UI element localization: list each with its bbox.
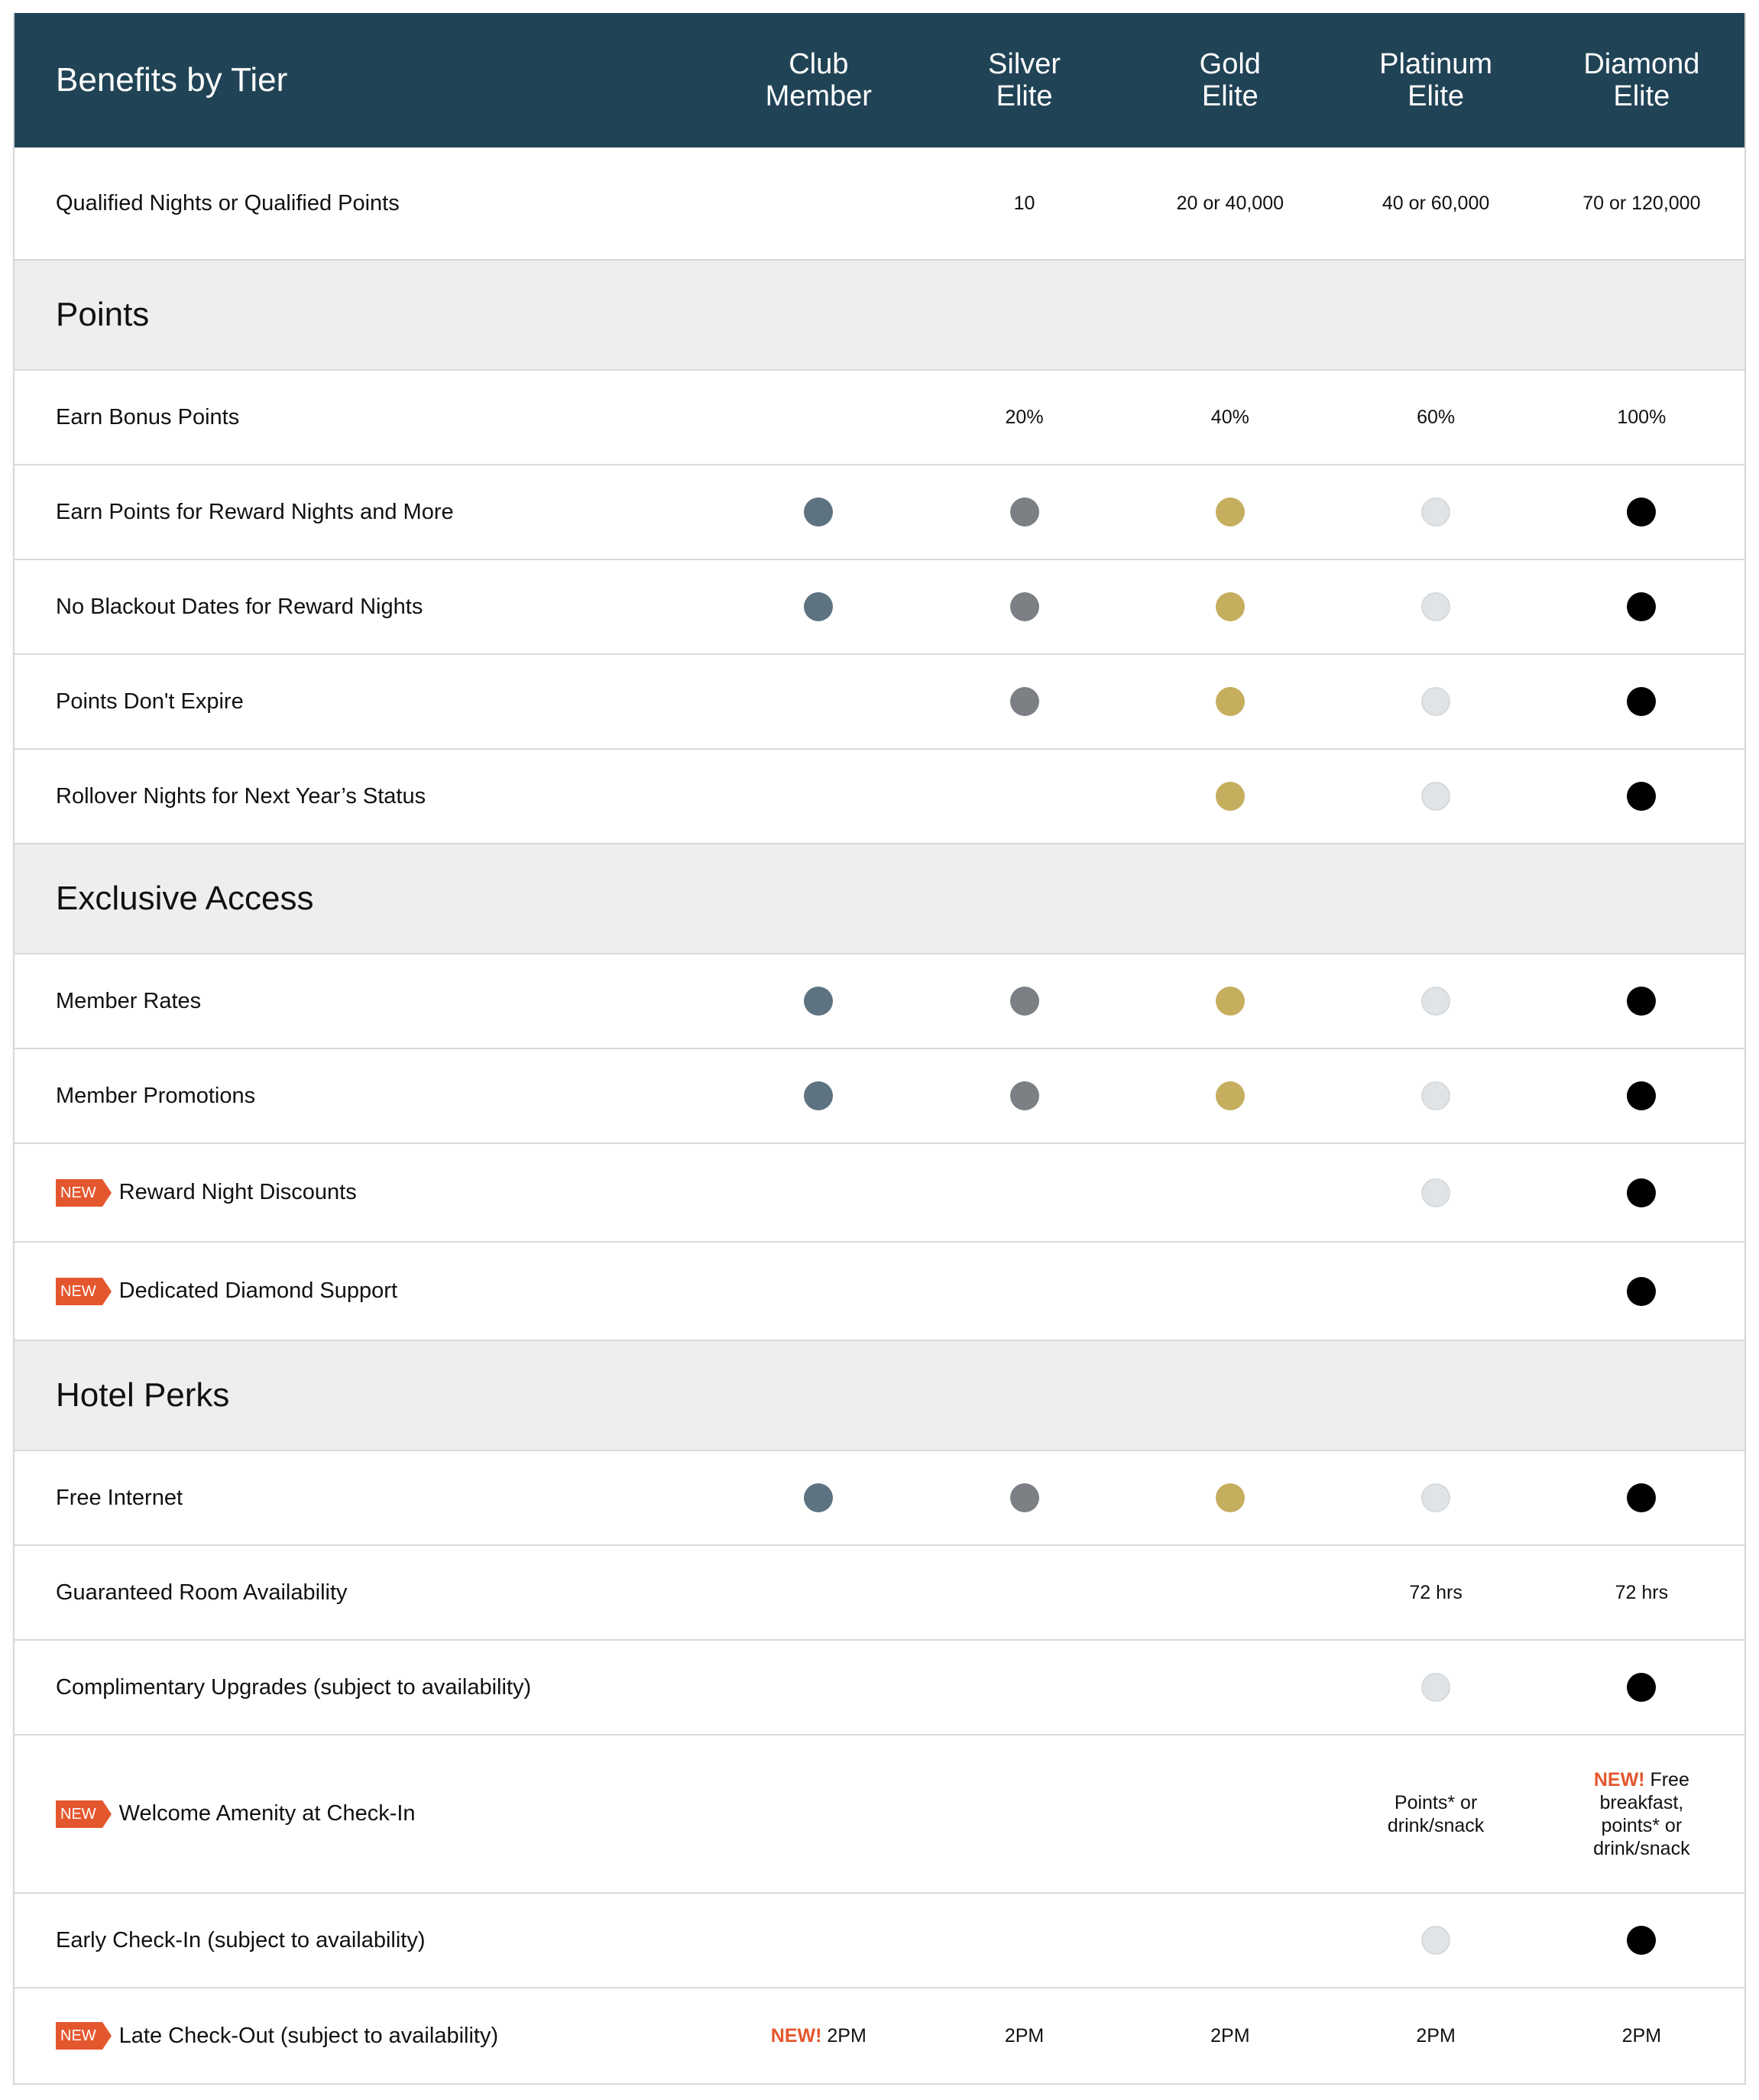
- cell-platinum: [1333, 1483, 1538, 1512]
- gold-elite-dot-icon: [1216, 497, 1245, 527]
- diamond-elite-dot-icon: [1627, 1483, 1656, 1512]
- cell-platinum: [1333, 1791, 1538, 1837]
- row-reward-night-discounts: [15, 1142, 1744, 1241]
- tier-gold-elite: [1127, 48, 1333, 112]
- gold-elite-dot-icon: [1216, 592, 1245, 621]
- diamond-elite-dot-icon: [1627, 1926, 1656, 1955]
- welcome-diamond-line: [1594, 1768, 1689, 1791]
- new-inline-label: NEW!: [1593, 1768, 1645, 1791]
- diamond-elite-dot-icon: [1627, 987, 1656, 1016]
- row-label: Earn Bonus Points: [56, 404, 240, 429]
- row-label: Qualified Nights or Qualified Points: [56, 190, 400, 216]
- table-title: Benefits by Tier: [56, 61, 288, 99]
- row-qualified-nights: [15, 147, 1744, 259]
- row-late-check-out: [15, 1987, 1744, 2085]
- club-member-dot-icon: [804, 1483, 833, 1512]
- cell-gold: [1127, 1483, 1333, 1512]
- row-label: Points Don't Expire: [56, 689, 244, 714]
- cell-gold: [1127, 592, 1333, 621]
- tier-line: Elite: [996, 80, 1053, 112]
- row-no-blackout-dates: [15, 559, 1744, 653]
- diamond-elite-dot-icon: [1627, 592, 1656, 621]
- new-tag-badge: NEW: [56, 1179, 102, 1207]
- cell-diamond: [1539, 497, 1744, 527]
- cell-platinum: 2PM: [1416, 2025, 1456, 2047]
- cell-club: [716, 987, 922, 1016]
- cell-diamond: 72 hrs: [1615, 1582, 1669, 1603]
- section-exclusive-access: Exclusive Access: [15, 843, 1744, 953]
- benefits-table: [13, 13, 1746, 2085]
- tier-line: Platinum: [1379, 48, 1492, 80]
- diamond-elite-dot-icon: [1627, 687, 1656, 716]
- cell-platinum: [1333, 987, 1538, 1016]
- tier-diamond-elite: [1539, 48, 1744, 112]
- tier-line: Elite: [1613, 80, 1670, 112]
- row-label: Free Internet: [56, 1485, 183, 1510]
- tier-line: Silver: [988, 48, 1061, 80]
- cell-diamond: [1539, 1926, 1744, 1955]
- cell-gold: [1127, 782, 1333, 811]
- cell-diamond: [1539, 1483, 1744, 1512]
- club-member-dot-icon: [804, 497, 833, 527]
- cell-gold: [1127, 987, 1333, 1016]
- tier-platinum-elite: [1333, 48, 1538, 112]
- cell-diamond: [1539, 1081, 1744, 1110]
- cell-platinum: [1333, 1673, 1538, 1702]
- silver-elite-dot-icon: [1010, 687, 1039, 716]
- cell-platinum: [1333, 1926, 1538, 1955]
- row-free-internet: [15, 1450, 1744, 1544]
- cell-diamond: 2PM: [1621, 2025, 1662, 2047]
- cell-platinum: [1333, 782, 1538, 811]
- platinum-elite-dot-icon: [1421, 1483, 1450, 1512]
- diamond-elite-dot-icon: [1627, 1178, 1656, 1207]
- late-checkout-club-value: 2PM: [827, 2025, 867, 2047]
- cell-gold: [1127, 1081, 1333, 1110]
- tier-club-member: [716, 48, 922, 112]
- welcome-diamond-line: drink/snack: [1593, 1837, 1690, 1859]
- cell-club: [716, 2024, 922, 2047]
- row-label: Early Check-In (subject to availability): [56, 1927, 426, 1953]
- cell-club: [716, 1081, 922, 1110]
- row-points-dont-expire: [15, 653, 1744, 748]
- row-label-text: Dedicated Diamond Support: [118, 1278, 397, 1303]
- diamond-elite-dot-icon: [1627, 1081, 1656, 1110]
- row-label: Rollover Nights for Next Year’s Status: [56, 783, 426, 809]
- cell-diamond: [1539, 1768, 1744, 1860]
- diamond-elite-dot-icon: [1627, 782, 1656, 811]
- cell-diamond: 100%: [1617, 407, 1667, 428]
- cell-diamond: [1539, 782, 1744, 811]
- platinum-elite-dot-icon: [1421, 1673, 1450, 1702]
- tier-line: Diamond: [1583, 48, 1700, 80]
- gold-elite-dot-icon: [1216, 782, 1245, 811]
- cell-diamond: [1539, 687, 1744, 716]
- tier-line: Elite: [1201, 80, 1259, 112]
- cell-diamond: [1539, 1277, 1744, 1306]
- row-label: [15, 1800, 716, 1828]
- silver-elite-dot-icon: [1010, 1081, 1039, 1110]
- new-inline-label: NEW!: [770, 2025, 822, 2047]
- club-member-dot-icon: [804, 987, 833, 1016]
- new-tag-badge: NEW: [56, 1800, 102, 1828]
- row-label-text: Late Check-Out (subject to availability): [118, 2023, 499, 2048]
- silver-elite-dot-icon: [1010, 987, 1039, 1016]
- cell-silver: [922, 1081, 1127, 1110]
- row-dedicated-diamond-support: [15, 1241, 1744, 1340]
- tier-line: Club: [789, 48, 849, 80]
- cell-gold: 40%: [1210, 407, 1249, 428]
- row-label-text: Reward Night Discounts: [118, 1180, 357, 1204]
- welcome-diamond-text: Free: [1650, 1768, 1689, 1791]
- cell-silver: [922, 987, 1127, 1016]
- gold-elite-dot-icon: [1216, 687, 1245, 716]
- gold-elite-dot-icon: [1216, 1081, 1245, 1110]
- cell-silver: 20%: [1005, 407, 1044, 428]
- row-rollover-nights: [15, 748, 1744, 843]
- platinum-elite-dot-icon: [1421, 1178, 1450, 1207]
- cell-club: [716, 592, 922, 621]
- cell-platinum: [1333, 497, 1538, 527]
- platinum-elite-dot-icon: [1421, 1081, 1450, 1110]
- gold-elite-dot-icon: [1216, 987, 1245, 1016]
- platinum-elite-dot-icon: [1421, 987, 1450, 1016]
- diamond-elite-dot-icon: [1627, 1673, 1656, 1702]
- cell-diamond: [1539, 192, 1744, 215]
- tier-line: Elite: [1408, 80, 1465, 112]
- platinum-elite-dot-icon: [1421, 592, 1450, 621]
- diamond-elite-dot-icon: [1627, 1277, 1656, 1306]
- cell-diamond: [1539, 987, 1744, 1016]
- row-label: Earn Points for Reward Nights and More: [56, 499, 454, 524]
- tier-silver-elite: [922, 48, 1127, 112]
- silver-elite-dot-icon: [1010, 592, 1039, 621]
- row-welcome-amenity: [15, 1734, 1744, 1892]
- cell-diamond: [1539, 1178, 1744, 1207]
- platinum-elite-dot-icon: [1421, 497, 1450, 527]
- tier-line: Member: [765, 80, 872, 112]
- row-early-check-in: [15, 1892, 1744, 1987]
- row-label: [15, 1179, 716, 1207]
- cell-platinum: 72 hrs: [1409, 1582, 1463, 1603]
- cell-silver: [922, 687, 1127, 716]
- cell-club: [716, 1483, 922, 1512]
- row-member-rates: [15, 953, 1744, 1048]
- platinum-elite-dot-icon: [1421, 1926, 1450, 1955]
- cell-platinum: 60%: [1417, 407, 1456, 428]
- welcome-platinum-line: Points* or: [1394, 1791, 1478, 1813]
- row-label: Member Promotions: [56, 1083, 256, 1108]
- section-points: Points: [15, 259, 1744, 369]
- cell-gold: [1127, 497, 1333, 527]
- row-label: Complimentary Upgrades (subject to availability): [56, 1674, 532, 1700]
- new-tag-badge: NEW: [56, 1278, 102, 1305]
- cell-gold: [1127, 687, 1333, 716]
- row-guaranteed-room-availability: [15, 1544, 1744, 1639]
- row-label: Member Rates: [56, 988, 202, 1013]
- row-earn-bonus-points: [15, 369, 1744, 464]
- cell-platinum: [1333, 1081, 1538, 1110]
- row-earn-points-reward-nights: [15, 464, 1744, 559]
- platinum-elite-dot-icon: [1421, 687, 1450, 716]
- section-hotel-perks: Hotel Perks: [15, 1340, 1744, 1450]
- row-label: No Blackout Dates for Reward Nights: [56, 594, 423, 619]
- tier-line: Gold: [1199, 48, 1261, 80]
- gold-elite-dot-icon: [1216, 1483, 1245, 1512]
- cell-silver: [922, 1483, 1127, 1512]
- club-member-dot-icon: [804, 592, 833, 621]
- row-label: Guaranteed Room Availability: [56, 1580, 348, 1605]
- row-label: [15, 1278, 716, 1305]
- cell-club: [716, 497, 922, 527]
- diamond-elite-dot-icon: [1627, 497, 1656, 527]
- cell-silver: 10: [1013, 193, 1035, 214]
- platinum-elite-dot-icon: [1421, 782, 1450, 811]
- cell-gold: 2PM: [1210, 2025, 1250, 2047]
- silver-elite-dot-icon: [1010, 1483, 1039, 1512]
- cell-platinum: [1333, 592, 1538, 621]
- welcome-diamond-line: points* or: [1601, 1814, 1683, 1836]
- club-member-dot-icon: [804, 1081, 833, 1110]
- row-member-promotions: [15, 1048, 1744, 1142]
- welcome-diamond-line: breakfast,: [1599, 1791, 1684, 1813]
- row-label-text: Welcome Amenity at Check-In: [118, 1801, 416, 1826]
- cell-silver: 2PM: [1004, 2025, 1045, 2047]
- cell-gold: 20 or 40,000: [1176, 193, 1284, 214]
- table-header: [15, 13, 1744, 147]
- row-label: [15, 2022, 716, 2050]
- new-tag-badge: NEW: [56, 2022, 102, 2050]
- row-complimentary-upgrades: [15, 1639, 1744, 1734]
- cell-platinum: [1333, 687, 1538, 716]
- qualified-diamond-text: 70 or 120,000: [1582, 193, 1701, 214]
- silver-elite-dot-icon: [1010, 497, 1039, 527]
- cell-silver: [922, 497, 1127, 527]
- cell-silver: [922, 592, 1127, 621]
- cell-platinum: [1333, 1178, 1538, 1207]
- cell-diamond: [1539, 1673, 1744, 1702]
- cell-platinum: 40 or 60,000: [1382, 193, 1490, 214]
- welcome-platinum-line: drink/snack: [1387, 1814, 1485, 1836]
- cell-diamond: [1539, 592, 1744, 621]
